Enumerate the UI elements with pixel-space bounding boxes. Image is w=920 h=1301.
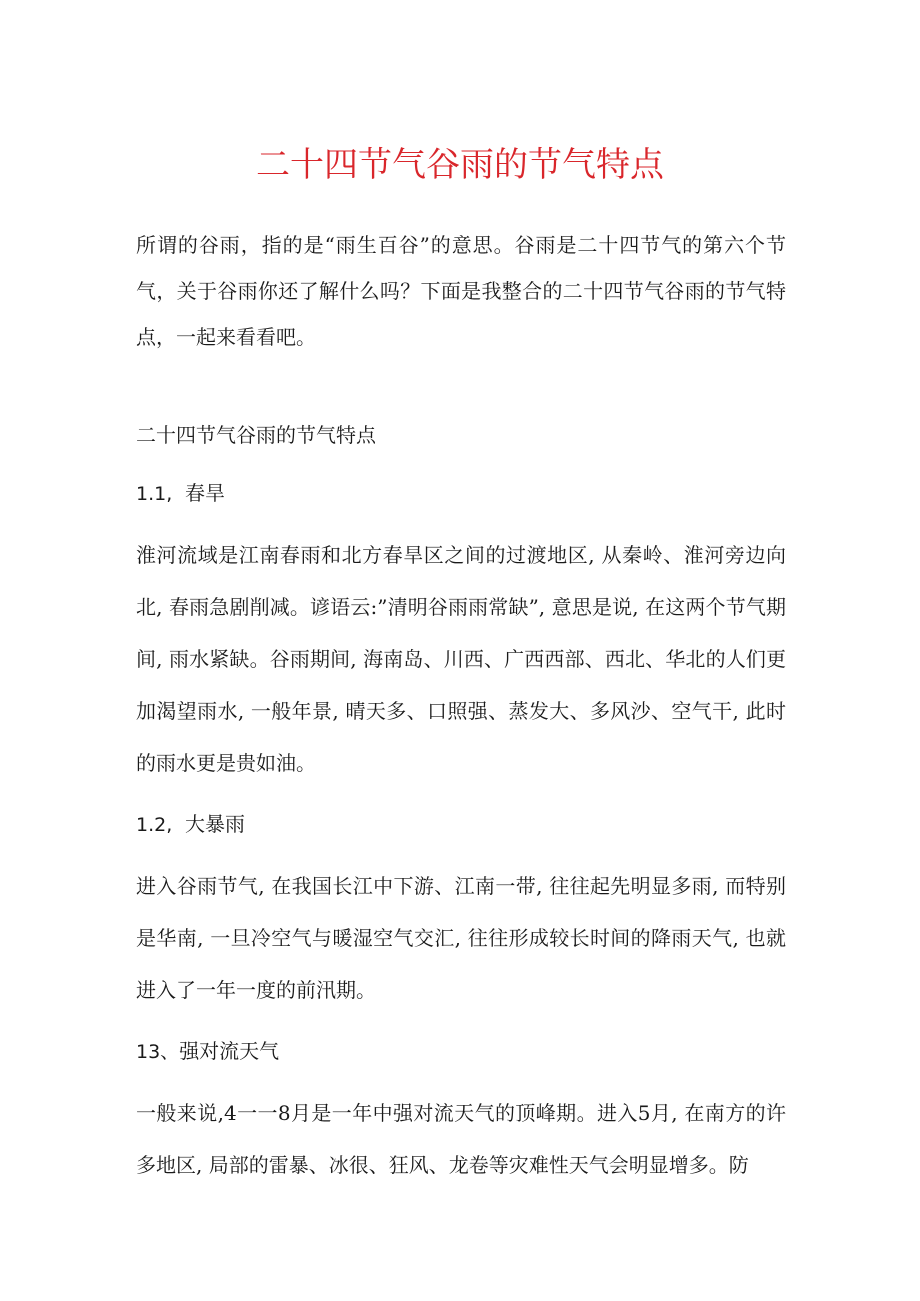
document-title: 二十四节气谷雨的节气特点 <box>256 145 664 185</box>
section-body-3: 一般来说,4一一8月是一年中强对流天气的顶峰期。进入5月, 在南方的许多地区, 局部的雷暴、冰很、狂风、龙卷等灾难性天气会明显增多。防 <box>136 1101 786 1177</box>
document-content <box>136 222 786 1191</box>
section-title: 二十四节气谷雨的节气特点 <box>136 423 376 447</box>
section-heading-text-1: 春旱 <box>184 481 225 505</box>
section-heading-1 <box>136 470 786 517</box>
section-number-1: 1.1, <box>136 483 173 505</box>
section-number-2: 1.2, <box>136 814 173 836</box>
section-heading-3 <box>136 1028 786 1075</box>
section-heading-2 <box>136 801 786 848</box>
section-body-1: 淮河流域是江南春雨和北方春旱区之间的过渡地区, 从秦岭、淮河旁边向北, 春雨急剧削减。谚语云:”清明谷雨雨常缺”, 意思是说, 在这两个节气期间, 雨水紧缺。谷雨期间, 海南岛、川西、广西西部、西北、华北的人们更加渴望雨水, 一般年景, 晴天多、口照强、蒸发大、多风沙、空气干, 此时的雨水更是贵如油。 <box>136 543 786 775</box>
intro-paragraph: 所谓的谷雨，指的是“雨生百谷”的意思。谷雨是二十四节气的第六个节气，关于谷雨你还了解什么吗？下面是我整合的二十四节气谷雨的节气特点，一起来看看吧。 <box>136 233 786 349</box>
section-body-2: 进入谷雨节气, 在我国长江中下游、江南一带, 往往起先明显多雨, 而特别是华南, 一旦冷空气与暖湿空气交汇, 往往形成较长时间的降雨天气, 也就进入了一年一度的前汛期。 <box>136 874 786 1002</box>
section-heading-text-3: 强对流天气 <box>179 1039 280 1063</box>
section-heading-text-2: 大暴雨 <box>184 812 245 836</box>
section-number-3: 13、 <box>136 1041 180 1063</box>
